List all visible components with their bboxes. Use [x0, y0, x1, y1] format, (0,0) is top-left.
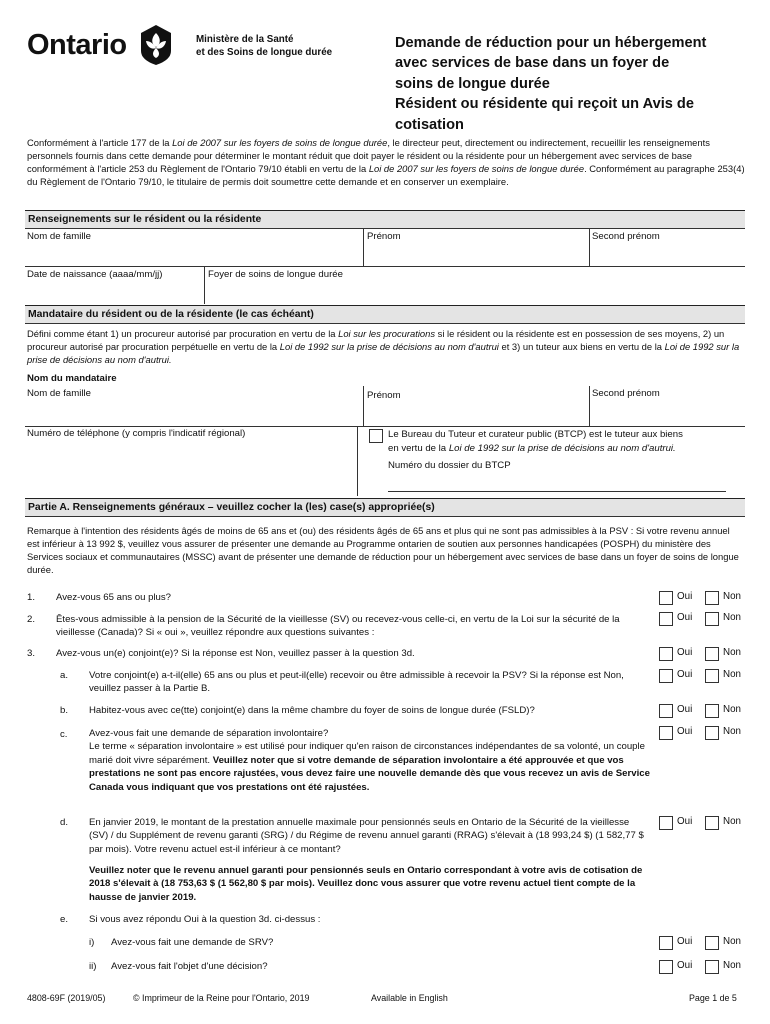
q1-oui-checkbox[interactable] — [659, 591, 673, 605]
q3-oui-checkbox[interactable] — [659, 647, 673, 661]
proxy-phone-label: Numéro de téléphone (y compris l'indicatif régional) — [27, 428, 246, 439]
ministry-line-1: Ministère de la Santé — [196, 34, 294, 45]
title-line-3: soins de longue durée — [395, 75, 550, 92]
proxy-first-name-label: Prénom — [367, 390, 401, 401]
q3c-non-label: Non — [723, 726, 741, 737]
pgt-file-field[interactable] — [388, 491, 726, 492]
q3a-non-label: Non — [723, 669, 741, 680]
q3b-oui-label: Oui — [677, 704, 693, 715]
pgt-act-name: Loi de 1992 sur la prise de décisions au nom d'autrui. — [448, 443, 676, 454]
resident-dob-field[interactable] — [27, 283, 202, 303]
proxy-act-name: Loi de 1992 sur la prise de décisions au nom d'autrui — [279, 341, 499, 353]
question-3c-number: c. — [60, 729, 68, 740]
resident-first-name-field[interactable] — [366, 245, 587, 265]
q3a-non-checkbox[interactable] — [705, 669, 719, 683]
resident-middle-name-label: Second prénom — [592, 231, 660, 242]
q3c-non-checkbox[interactable] — [705, 726, 719, 740]
proxy-act-name: Loi de 1992 sur la prise de décisions au nom d'autrui. — [27, 341, 740, 366]
resident-last-name-field[interactable] — [27, 245, 361, 265]
question-3e-text: Si vous avez répondu Oui à la question 3d. ci-dessus : — [89, 914, 321, 925]
q1-non-label: Non — [723, 591, 741, 602]
question-3e-ii-text: Avez-vous fait l'objet d'une décision? — [111, 961, 268, 972]
q3e-ii-non-checkbox[interactable] — [705, 960, 719, 974]
question-3d-number: d. — [60, 817, 69, 828]
intro-text: Conformément à l'article 177 de la — [27, 137, 173, 148]
proxy-name-heading: Nom du mandataire — [27, 373, 117, 384]
language-note: Available in English — [371, 993, 448, 1003]
q3e-i-oui-label: Oui — [677, 936, 693, 947]
q3c-oui-checkbox[interactable] — [659, 726, 673, 740]
proxy-definition-text: si le résident ou la résidente est en possession de ses moyens, 2) un procureur autorisé par procuration perpétuelle en vertu de la — [27, 328, 725, 353]
q3d-oui-checkbox[interactable] — [659, 816, 673, 830]
proxy-definition — [27, 327, 745, 366]
intro-text: , le directeur peut, directement ou indirectement, recueillir les renseignements personnels fournis dans cette demande pour déterminer le montant réduit que doit payer le résident ou la résidente pour un hébergement avec services de base conformément à l'article 253 du Règlement de l'Ontario 79/10 établi en vertu de la — [27, 137, 710, 175]
part-a-note: Remarque à l'intention des résidents âgés de moins de 65 ans et (ou) des résidents âgés de 65 ans et plus qui ne sont pas admissibles à la PSV : Si votre revenu annuel est inférieur à 13 992 $, veuillez vous assurer de présenter une demande au Programme ontarien de soutien aux personnes handicapées (POSPH) du ministère des Services sociaux et communautaires (MSSC) avant de présenter une demande de réduction pour un hébergement avec services de base dans un foyer de soins de longue durée. — [27, 525, 739, 576]
q3b-non-label: Non — [723, 704, 741, 715]
question-3e-number: e. — [60, 914, 69, 925]
copyright: © Imprimeur de la Reine pour l'Ontario, 2019 — [133, 993, 310, 1003]
proxy-middle-name-field[interactable] — [592, 403, 744, 425]
pgt-statement-line-2 — [388, 443, 676, 455]
question-3c-definition: Le terme « séparation involontaire » est utilisé pour indiquer qu'en raison de circonstances indépendantes de sa volonté, un couple marié doit vivre séparément. — [89, 741, 645, 766]
question-1-text: Avez-vous 65 ans ou plus? — [56, 592, 172, 603]
ontario-logo-wordmark: Ontario — [27, 29, 127, 61]
question-3e-i-text: Avez-vous fait une demande de SRV? — [111, 937, 274, 948]
q1-oui-label: Oui — [677, 591, 693, 602]
question-2-text: Êtes-vous admissible à la pension de la Sécurité de la vieillesse (SV) ou recevez-vous celle-ci, en vertu de la Loi sur la sécurité de la vieillesse (Canada)? Si « oui », veuillez répondre aux questions suivantes : — [56, 614, 620, 639]
proxy-phone-field[interactable] — [27, 443, 353, 493]
ministry-line-2: et des Soins de longue durée — [196, 46, 333, 58]
pgt-statement-line-1: Le Bureau du Tuteur et curateur public (BTCP) est le tuteur aux biens — [388, 429, 683, 440]
q3e-ii-oui-label: Oui — [677, 960, 693, 971]
resident-home-field[interactable] — [207, 283, 744, 303]
q3e-i-non-label: Non — [723, 936, 741, 947]
question-3-number: 3. — [27, 648, 36, 659]
title-line-2: avec services de base dans un foyer de — [395, 55, 670, 72]
q3e-ii-non-label: Non — [723, 960, 741, 971]
q3b-oui-checkbox[interactable] — [659, 704, 673, 718]
q3-oui-label: Oui — [677, 647, 693, 658]
q3a-oui-checkbox[interactable] — [659, 669, 673, 683]
q2-non-checkbox[interactable] — [705, 612, 719, 626]
q3d-non-checkbox[interactable] — [705, 816, 719, 830]
q1-non-checkbox[interactable] — [705, 591, 719, 605]
question-2-number: 2. — [27, 614, 36, 625]
q3e-i-oui-checkbox[interactable] — [659, 936, 673, 950]
q3c-oui-label: Oui — [677, 726, 693, 737]
question-3c-warning: Veuillez noter que si votre demande de séparation involontaire a été approuvée et que vos prestations ne sont pas encore rajustées, vous devez faire une nouvelle demande dès que vous recevez un avis de Service Canada vous indiquant que vos prestations ont été rajustées. — [89, 754, 650, 793]
question-1-number: 1. — [27, 592, 36, 603]
intro-act-name: Loi de 2007 sur les foyers de soins de longue durée — [368, 163, 585, 175]
pgt-checkbox[interactable] — [369, 429, 383, 443]
proxy-first-name-field[interactable] — [366, 405, 587, 425]
page-number: Page 1 de 5 — [689, 993, 737, 1003]
q3e-ii-oui-checkbox[interactable] — [659, 960, 673, 974]
question-3b-number: b. — [60, 705, 69, 716]
question-3a-text: Votre conjoint(e) a-t-il(elle) 65 ans ou plus et peut-il(elle) recevoir ou être admissible à recevoir la PSV? Si la réponse est Non, veuillez passer à la Partie B. — [89, 670, 624, 695]
proxy-last-name-label: Nom de famille — [27, 388, 91, 399]
q3-non-label: Non — [723, 647, 741, 658]
intro-text: . Conformément au paragraphe 253(4) du Règlement de l'Ontario 79/10, le titulaire de permis doit soumettre cette demande et en conserver un exemplaire. — [27, 163, 745, 188]
resident-section-heading: Renseignements sur le résident ou la résidente — [25, 210, 745, 228]
resident-middle-name-field[interactable] — [592, 245, 744, 265]
ministry-name — [196, 34, 332, 59]
resident-last-name-label: Nom de famille — [27, 231, 91, 242]
q3b-non-checkbox[interactable] — [705, 704, 719, 718]
q2-oui-checkbox[interactable] — [659, 612, 673, 626]
q3e-i-non-checkbox[interactable] — [705, 936, 719, 950]
proxy-last-name-field[interactable] — [27, 403, 361, 425]
form-number: 4808-69F (2019/05) — [27, 993, 106, 1003]
ontario-trillium-icon — [138, 24, 174, 66]
intro-act-name: Loi de 2007 sur les foyers de soins de longue durée — [172, 137, 388, 148]
intro-paragraph — [27, 136, 745, 189]
q2-non-label: Non — [723, 612, 741, 623]
question-3c-title: Avez-vous fait une demande de séparation involontaire? — [89, 728, 329, 739]
proxy-definition-text: Défini comme étant 1) un procureur autorisé par procuration en vertu de la — [27, 328, 339, 339]
proxy-definition-text: et 3) un tuteur aux biens en vertu de la — [498, 341, 665, 353]
resident-first-name-label: Prénom — [367, 231, 401, 242]
question-3d-note: Veuillez noter que le revenu annuel garanti pour pensionnés seuls en Ontario correspondant à votre avis de cotisation de 2018 s'élevait à (18 753,63 $ (1 562,80 $ par mois). Veuillez donc vous assurer que votre revenu actuel tient compte de la hausse de janvier 2019. — [89, 865, 643, 903]
title-line-4: Résident ou résidente qui reçoit un Avis de — [395, 96, 694, 113]
part-a-heading: Partie A. Renseignements généraux – veuillez cocher la (les) case(s) appropriée(s) — [25, 498, 745, 516]
question-3e-ii-number: ii) — [89, 961, 97, 972]
pgt-text: en vertu de la — [388, 443, 449, 454]
proxy-act-name: Loi sur les procurations — [338, 328, 436, 339]
proxy-middle-name-label: Second prénom — [592, 388, 660, 399]
q3d-non-label: Non — [723, 816, 741, 827]
title-line-5: cotisation — [395, 116, 464, 133]
question-3e-i-number: i) — [89, 937, 95, 948]
proxy-section-heading: Mandataire du résident ou de la résidente (le cas échéant) — [25, 305, 745, 323]
q2-oui-label: Oui — [677, 612, 693, 623]
title-line-1: Demande de réduction pour un hébergement — [395, 35, 707, 51]
q3-non-checkbox[interactable] — [705, 647, 719, 661]
question-3c-text — [89, 727, 651, 794]
question-3d-text: En janvier 2019, le montant de la prestation annuelle maximale pour pensionnés seuls en Ontario de la Sécurité de la vieillesse (SV) / du Supplément de revenu garanti (SRG) / du Régime de revenu annuel garanti (RRAG) s'élevait à (18 993,24 $) (1 582,77 $ par mois). Votre revenu actuel est-il inférieur à ce montant? — [89, 817, 644, 855]
pgt-file-label: Numéro du dossier du BTCP — [388, 460, 511, 471]
question-3-text: Avez-vous un(e) conjoint(e)? Si la réponse est Non, veuillez passer à la question 3d. — [56, 648, 415, 659]
form-title — [395, 33, 755, 135]
q3a-oui-label: Oui — [677, 669, 693, 680]
question-3b-text: Habitez-vous avec ce(tte) conjoint(e) dans la même chambre du foyer de soins de longue durée (FSLD)? — [89, 705, 535, 716]
question-3a-number: a. — [60, 670, 69, 681]
resident-home-label: Foyer de soins de longue durée — [208, 269, 343, 280]
resident-dob-label: Date de naissance (aaaa/mm/jj) — [27, 269, 163, 280]
q3d-oui-label: Oui — [677, 816, 693, 827]
